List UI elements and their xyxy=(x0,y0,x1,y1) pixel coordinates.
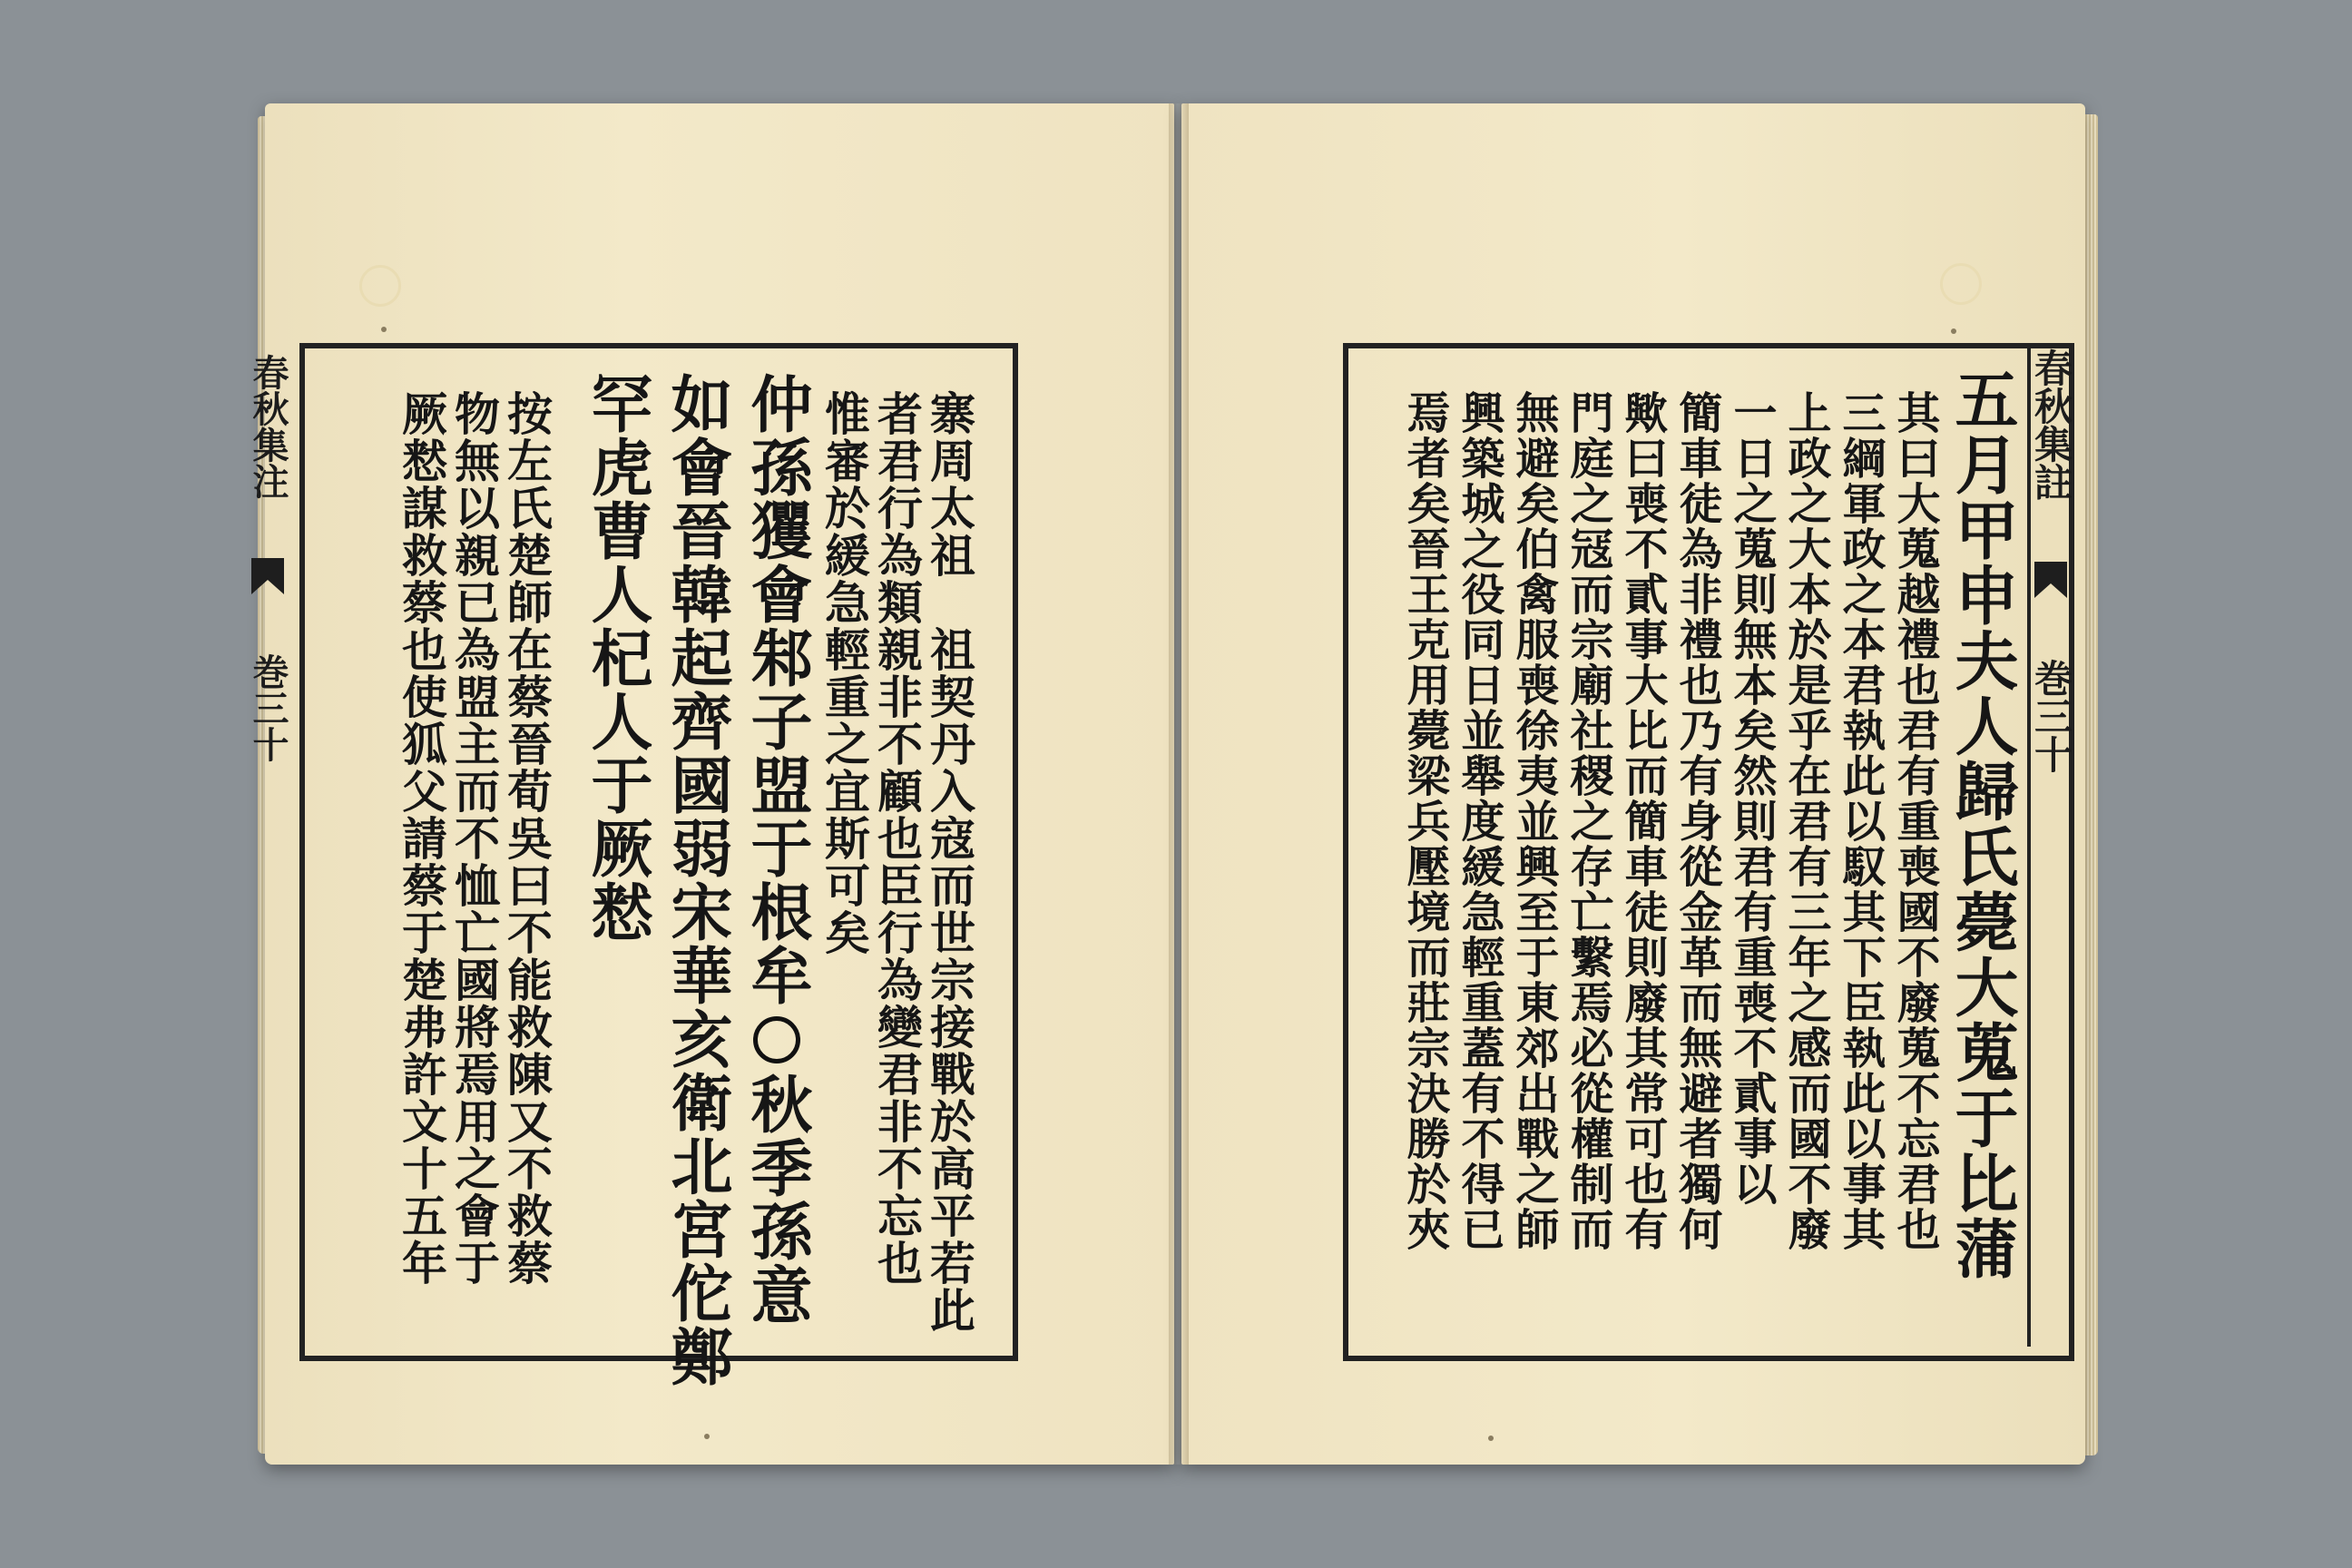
stitch-hole xyxy=(704,1434,710,1439)
fishtail-mark-icon xyxy=(251,558,284,594)
stitch-hole xyxy=(1488,1436,1494,1441)
right-commentary-col-1: 其曰大蒐越禮也君有重喪國不廢蒐不忘君也 xyxy=(1889,390,1940,1252)
right-commentary-col-2: 三綱軍政之本君執此以馭其下臣執此以事其 xyxy=(1835,390,1886,1252)
left-note-col-1: 按左氏楚師在蔡晉荀吳曰不能救陳又不救蔡 xyxy=(500,390,554,1287)
stitch-hole xyxy=(1951,328,1956,334)
right-commentary-col-6: 歟曰喪不貳事大比而簡車徒則廢其常可也有 xyxy=(1617,390,1668,1252)
right-commentary-col-10: 焉者矣晉王克用薨梁兵壓境而莊宗決勝於夾 xyxy=(1399,390,1450,1252)
right-commentary-col-4: 一日之蒐則無本矣然則君有重喪不貳事以 xyxy=(1726,390,1777,1207)
stitch-hole xyxy=(381,327,387,332)
right-commentary-col-9: 興築城之役同日並舉度緩急輕重蓋有不得已 xyxy=(1454,390,1504,1252)
left-margin-volume: 巻三十 xyxy=(247,653,289,762)
left-main-col-1: 仲孫玃會邾子盟于根牟 xyxy=(740,372,813,1007)
right-margin-title: 春秋集註 xyxy=(2029,348,2073,501)
left-note-col-3: 厥慭謀救蔡也使狐父請蔡于楚弗許文十五年 xyxy=(395,390,448,1287)
right-main-col: 五月甲申夫人歸氏薨大蒐于比蒲 xyxy=(1945,367,2020,1281)
circle-mark-icon xyxy=(753,1016,800,1063)
left-margin-strip xyxy=(247,354,294,1352)
left-main-col-1-cont: 秋季孫意 xyxy=(740,1073,813,1327)
binding-thread-right xyxy=(1940,263,1982,305)
binding-thread-left xyxy=(359,265,401,307)
left-main-col-1b xyxy=(733,1007,821,1352)
right-commentary-col-8: 無避矣伯禽服喪徐夷並興至于東郊出戰之師 xyxy=(1508,390,1559,1252)
left-commentary-col-2: 者君行為類親非不顧也臣行為變君非不忘也 xyxy=(870,390,924,1287)
book-gutter xyxy=(1169,103,1189,1465)
left-commentary-col-1: 寨周太祖 祖契丹入寇而世宗接戰於高平若此 xyxy=(923,390,976,1334)
left-main-col-2: 如會晉韓起齊國弱宋華亥衛北宮佗鄭 xyxy=(661,372,733,1388)
left-margin-title: 春秋集注 xyxy=(247,354,289,499)
right-margin-strip xyxy=(2027,348,2078,1347)
right-commentary-col-7: 門庭之冦而宗廟社稷之存亡繫焉必從權制而 xyxy=(1563,390,1613,1252)
fishtail-mark-icon xyxy=(2034,562,2067,598)
right-margin-volume: 巻三十 xyxy=(2029,659,2073,773)
left-commentary-col-3: 惟審於緩急輕重之宜斯可矣 xyxy=(818,390,871,956)
right-commentary-col-5: 簡車徒為非禮也乃有身從金革而無避者獨何 xyxy=(1671,390,1722,1252)
left-main-col-3: 罕虎曹人杞人于厥慭 xyxy=(581,372,653,944)
right-commentary-col-3: 上政之大本於是乎在君有三年之感而國不廢 xyxy=(1780,390,1831,1252)
left-note-col-2: 物無以親已為盟主而不恤亡國將焉用之會于 xyxy=(447,390,501,1287)
